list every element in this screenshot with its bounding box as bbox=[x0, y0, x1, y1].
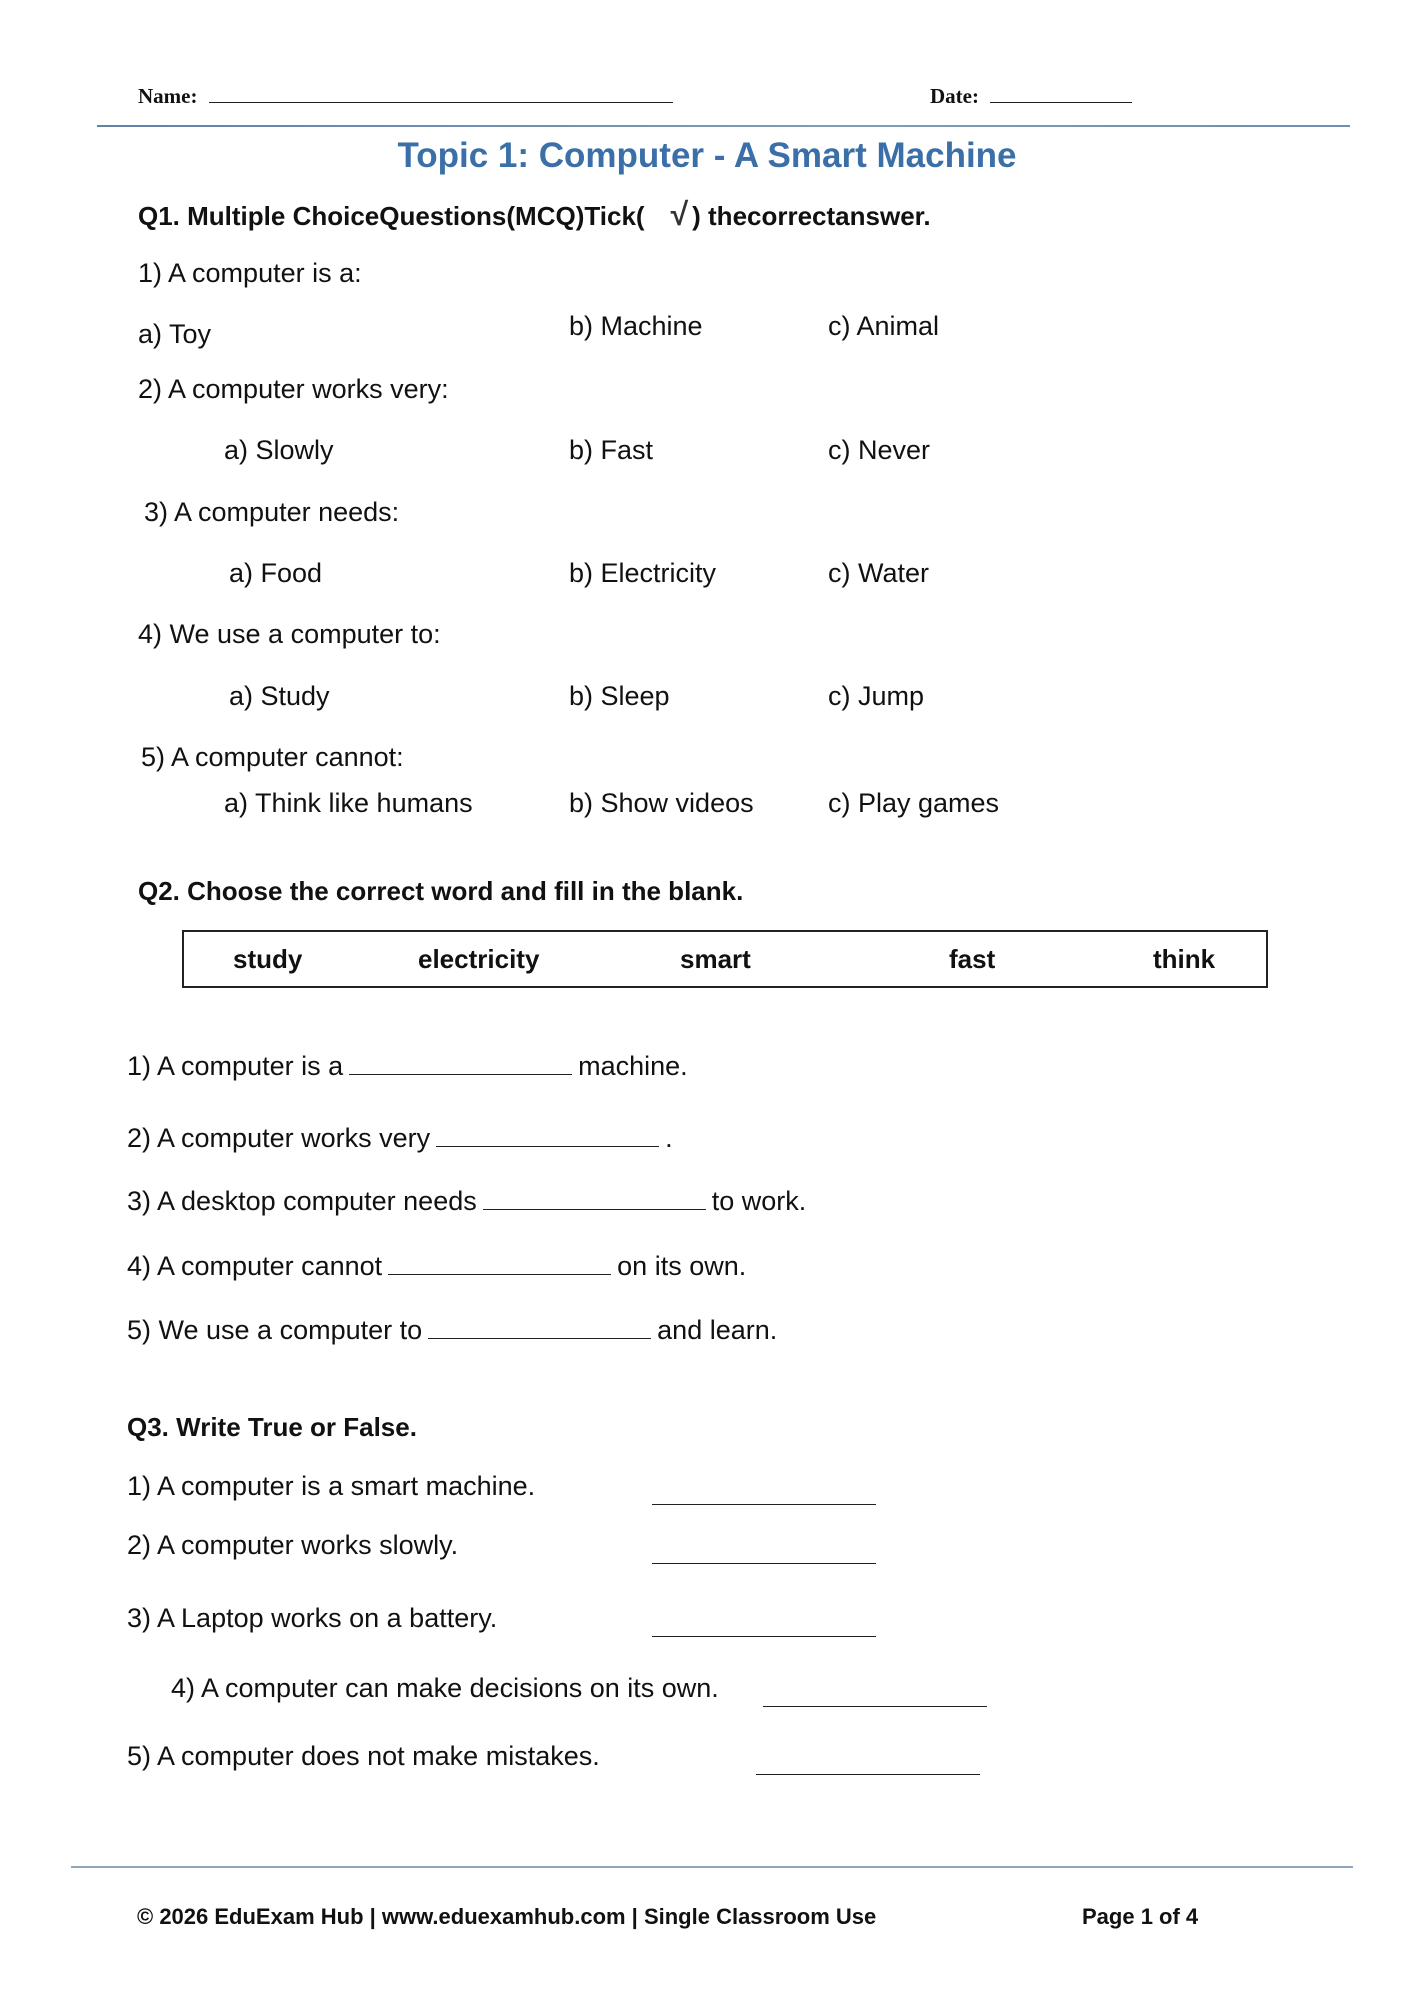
q2-item-4 bbox=[127, 1251, 746, 1282]
q1-option-5a[interactable]: a) Think like humans bbox=[224, 788, 473, 818]
true-false-blank[interactable] bbox=[756, 1774, 980, 1775]
q2-item-5 bbox=[127, 1315, 777, 1346]
q2-item-1 bbox=[127, 1051, 688, 1082]
date-label: Date: bbox=[930, 84, 979, 108]
fill-blank[interactable] bbox=[428, 1337, 651, 1339]
q2-item-3 bbox=[127, 1186, 806, 1217]
q2-item-2 bbox=[127, 1123, 673, 1154]
q3-heading: Q3. Write True or False. bbox=[127, 1412, 417, 1442]
q1-option-1b[interactable]: b) Machine bbox=[569, 311, 703, 341]
q2-item-text: 4) A computer cannot bbox=[127, 1251, 383, 1281]
true-false-blank[interactable] bbox=[763, 1706, 987, 1707]
footer-rule bbox=[71, 1866, 1353, 1868]
q2-item-text-end: on its own. bbox=[617, 1251, 747, 1281]
q1-question-3: 3) A computer needs: bbox=[144, 497, 400, 527]
word-bank-item: fast bbox=[949, 944, 996, 974]
page-title: Topic 1: Computer - A Smart Machine bbox=[397, 136, 1017, 175]
q3-item-5: 5) A computer does not make mistakes. bbox=[127, 1741, 600, 1771]
q1-option-4c[interactable]: c) Jump bbox=[828, 681, 925, 711]
page-number: Page 1 of 4 bbox=[1082, 1904, 1199, 1929]
true-false-blank[interactable] bbox=[652, 1563, 876, 1564]
q1-option-1a[interactable]: a) Toy bbox=[138, 319, 212, 349]
q1-question-2: 2) A computer works very: bbox=[138, 374, 449, 404]
q1-option-3b[interactable]: b) Electricity bbox=[569, 558, 717, 588]
name-blank[interactable] bbox=[209, 102, 673, 103]
q2-item-text-end: and learn. bbox=[657, 1315, 778, 1345]
fill-blank[interactable] bbox=[349, 1073, 572, 1075]
q1-heading-text: Q1. Multiple ChoiceQuestions(MCQ)Tick( bbox=[138, 201, 645, 231]
q2-item-text: 1) A computer is a bbox=[127, 1051, 344, 1081]
q2-heading: Q2. Choose the correct word and fill in the blank. bbox=[138, 876, 744, 906]
q1-question-4: 4) We use a computer to: bbox=[138, 619, 441, 649]
q1-option-5c[interactable]: c) Play games bbox=[828, 788, 1000, 818]
q1-option-4b[interactable]: b) Sleep bbox=[569, 681, 670, 711]
q3-item-2: 2) A computer works slowly. bbox=[127, 1530, 459, 1560]
word-bank-item: study bbox=[233, 944, 303, 974]
date-field[interactable] bbox=[930, 84, 1132, 109]
q1-option-2b[interactable]: b) Fast bbox=[569, 435, 654, 465]
q1-option-3a[interactable]: a) Food bbox=[229, 558, 323, 588]
q3-item-4: 4) A computer can make decisions on its own. bbox=[171, 1673, 719, 1703]
q1-option-2c[interactable]: c) Never bbox=[828, 435, 931, 465]
q1-heading bbox=[138, 196, 931, 233]
q1-heading-text-end: ) thecorrectanswer. bbox=[692, 201, 931, 231]
q3-item-1: 1) A computer is a smart machine. bbox=[127, 1471, 536, 1501]
fill-blank[interactable] bbox=[483, 1208, 706, 1210]
word-bank-item: smart bbox=[680, 944, 751, 974]
word-bank-item: electricity bbox=[418, 944, 540, 974]
q2-item-text-end: . bbox=[665, 1123, 673, 1153]
date-blank[interactable] bbox=[990, 102, 1132, 103]
footer-copyright: © 2026 EduExam Hub | www.eduexamhub.com | Single Classroom Use bbox=[137, 1904, 877, 1929]
word-bank bbox=[182, 930, 1268, 988]
q1-question-1: 1) A computer is a: bbox=[138, 258, 362, 288]
q1-option-1c[interactable]: c) Animal bbox=[828, 311, 940, 341]
q1-option-3c[interactable]: c) Water bbox=[828, 558, 929, 588]
q2-item-text-end: machine. bbox=[578, 1051, 688, 1081]
header-rule bbox=[97, 125, 1350, 127]
q1-option-5b[interactable]: b) Show videos bbox=[569, 788, 754, 818]
true-false-blank[interactable] bbox=[652, 1636, 876, 1637]
q2-item-text: 3) A desktop computer needs bbox=[127, 1186, 477, 1216]
q2-item-text-end: to work. bbox=[711, 1186, 807, 1216]
checkmark-icon: √ bbox=[670, 196, 689, 232]
name-label: Name: bbox=[138, 84, 198, 108]
fill-blank[interactable] bbox=[388, 1273, 611, 1275]
q1-option-4a[interactable]: a) Study bbox=[229, 681, 330, 711]
word-bank-item: think bbox=[1153, 944, 1216, 974]
q2-item-text: 2) A computer works very bbox=[127, 1123, 431, 1153]
q1-question-5: 5) A computer cannot: bbox=[141, 742, 404, 772]
q2-item-text: 5) We use a computer to bbox=[127, 1315, 423, 1345]
true-false-blank[interactable] bbox=[652, 1504, 876, 1505]
fill-blank[interactable] bbox=[436, 1145, 659, 1147]
name-field[interactable] bbox=[138, 84, 673, 109]
q1-option-2a[interactable]: a) Slowly bbox=[224, 435, 334, 465]
q3-item-3: 3) A Laptop works on a battery. bbox=[127, 1603, 498, 1633]
